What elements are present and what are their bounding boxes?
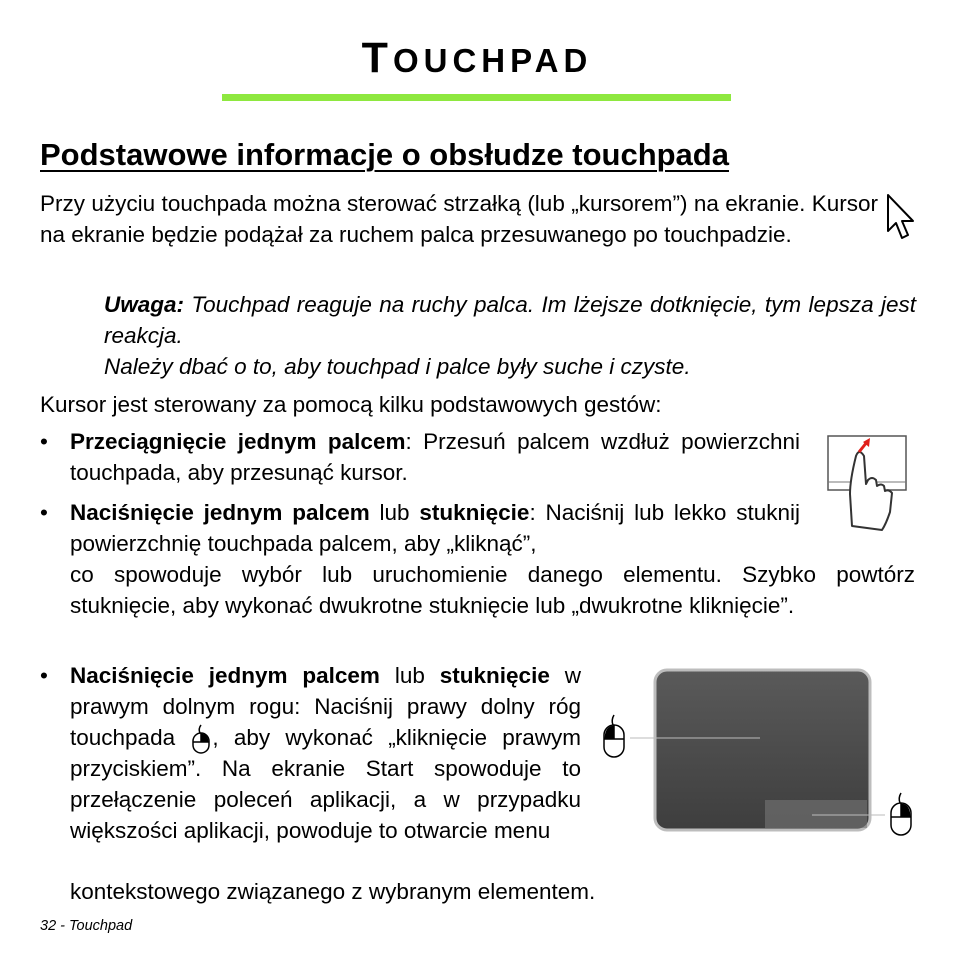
title-rest: OUCHPAD — [392, 42, 593, 79]
intro-paragraph: Przy użyciu touchpada można sterować strzałką (lub „kursorem”) na ekranie. Kursor na ekranie będzie podążał za ruchem palca przesuwanego po touchpadzie. — [40, 191, 878, 247]
mouse-icon-left — [604, 715, 624, 757]
bullet-2 — [70, 497, 800, 559]
bullet-3-text-cont: , aby wykonać „kliknięcie prawym przyciskiem”. Na ekranie Start spowoduje to przełączenie poleceń aplikacji, a w przypadku większości aplikacji, powoduje to otwarcie menu — [70, 725, 581, 843]
note-line1: Touchpad reaguje na ruchy palca. Im lżejsze dotknięcie, tym lepsza jest reakcja. — [104, 292, 916, 348]
section-heading: Podstawowe informacje o obsłudze touchpada — [40, 137, 729, 172]
bullet-3 — [70, 660, 581, 846]
touchpad-illustration — [600, 665, 920, 840]
bullet-3-or: lub — [379, 663, 440, 688]
bullet-2-term: Naciśnięcie jednym palcem — [70, 500, 370, 525]
note-block — [104, 289, 916, 382]
bullet-marker: • — [40, 500, 48, 525]
bullet-1 — [70, 426, 800, 488]
mouse-right-click-icon — [190, 723, 212, 753]
gestures-intro: Kursor jest sterowany za pomocą kilku podstawowych gestów: — [40, 392, 662, 417]
mouse-icon-right — [891, 793, 911, 835]
finger-drag-icon — [826, 434, 908, 534]
note-line2: Należy dbać o to, aby touchpad i palce były suche i czyste. — [104, 354, 691, 379]
bullet-marker: • — [40, 663, 48, 688]
bullet-3-last-line: kontekstowego związanego z wybranym elementem. — [70, 879, 596, 904]
page-title — [0, 28, 954, 91]
page-footer: 32 - Touchpad — [40, 918, 133, 934]
bullet-3-term2: stuknięcie — [439, 663, 550, 688]
bullet-marker: • — [40, 429, 48, 454]
bullet-2-continued: co spowoduje wybór lub uruchomienie danego elementu. Szybko powtórz stuknięcie, aby wykonać dwukrotne stuknięcie lub „dwukrotne kliknięcie”. — [70, 562, 915, 618]
note-label: Uwaga: — [104, 292, 185, 317]
bullet-2-text: : Naciśnij lub lekko stuknij powierzchnię touchpada palcem, aby „kliknąć”, — [70, 500, 801, 556]
title-initial: T — [361, 34, 393, 82]
title-underline — [222, 94, 731, 101]
bullet-3-term: Naciśnięcie jednym palcem — [70, 663, 380, 688]
bullet-3-text: w prawym dolnym rogu: Naciśnij prawy dolny róg touchpada — [70, 663, 581, 750]
bullet-2-or: lub — [369, 500, 420, 525]
bullet-1-text: : Przesuń palcem wzdłuż powierzchni touchpada, aby przesunąć kursor. — [70, 429, 800, 485]
cursor-arrow-icon — [886, 193, 916, 243]
bullet-2-term2: stuknięcie — [419, 500, 530, 525]
bullet-1-term: Przeciągnięcie jednym palcem — [70, 429, 406, 454]
